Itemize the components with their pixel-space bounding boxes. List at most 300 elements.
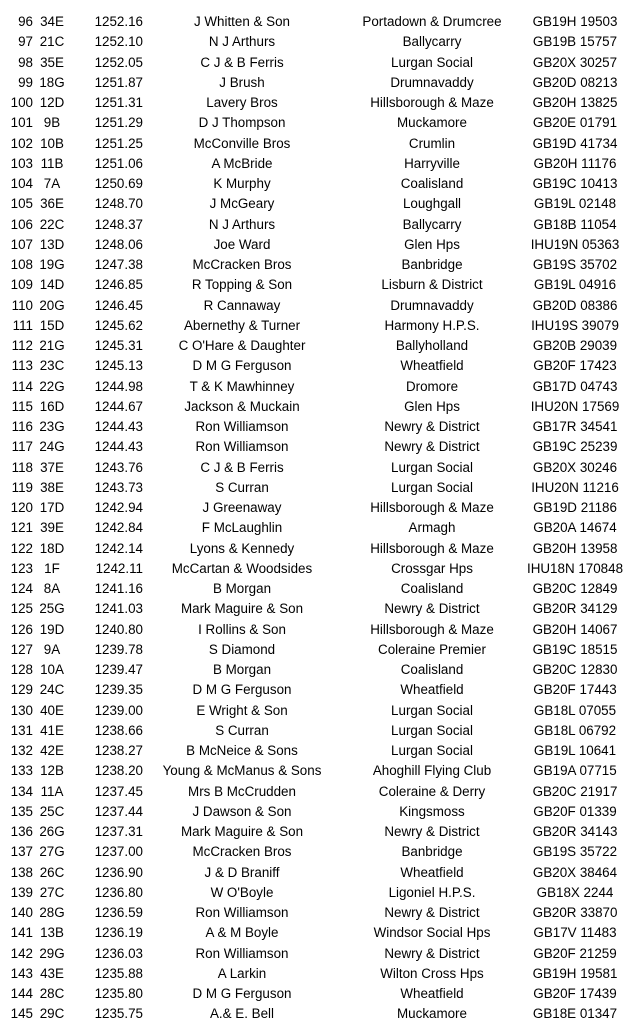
ring-number-cell: GB20H 13825 [532,95,618,110]
position-cell: 112 [11,338,33,353]
table-row [0,194,631,214]
pen-cell: 21C [39,34,65,50]
velocity-cell: 1236.03 [94,945,143,961]
velocity-cell: 1245.31 [94,338,143,353]
pen-cell: 1F [44,560,60,576]
table-row [0,863,631,883]
position-cell: 106 [10,216,33,232]
fancier-name-cell: T & K Mawhinney [189,378,295,394]
table-row [0,802,631,822]
table-row [0,12,631,32]
club-cell: Lurgan Social [391,54,473,70]
pen-cell: 38E [40,479,64,495]
position-cell: 103 [10,155,33,171]
pen-cell: 27C [39,884,65,900]
table-row [0,73,631,93]
fancier-name-cell: F McLaughlin [201,520,283,536]
fancier-name-cell: McConville Bros [193,135,291,151]
position-cell: 133 [10,763,33,779]
fancier-name-cell: C O'Hare & Daughter [178,338,306,353]
velocity-cell: 1245.13 [94,358,143,374]
fancier-name-cell: Mrs B McCrudden [188,783,296,799]
position-cell: 131 [10,722,33,738]
position-cell: 120 [10,500,33,515]
pen-cell: 14D [39,277,65,293]
fancier-name-cell: S Curran [215,722,269,738]
fancier-name-cell: N J Arthurs [208,216,276,232]
ring-number-cell: GB18B 11054 [533,216,617,232]
club-cell: Harmony H.P.S. [384,317,480,333]
velocity-cell: 1239.78 [94,641,143,657]
fancier-name-cell: W O'Boyle [210,884,274,900]
ring-number-cell: GB19A 07715 [533,763,617,779]
table-row [0,93,631,113]
ring-number-cell: GB19H 19581 [532,965,618,981]
ring-number-cell: GB20X 38464 [532,864,618,880]
pen-cell: 43E [40,965,64,981]
pen-cell: 28G [39,905,65,920]
position-cell: 130 [10,702,33,718]
velocity-cell: 1235.80 [94,986,143,1001]
club-cell: Armagh [408,520,456,536]
table-row [0,782,631,802]
position-cell: 108 [10,257,33,272]
table-row [0,215,631,235]
fancier-name-cell: B Morgan [212,581,272,596]
position-cell: 119 [11,479,33,495]
table-row [0,498,631,518]
velocity-cell: 1243.73 [94,479,143,495]
ring-number-cell: GB20H 11176 [533,155,617,171]
ring-number-cell: GB19S 35722 [532,844,618,860]
velocity-cell: 1245.62 [94,317,143,333]
position-cell: 99 [18,74,33,90]
pen-cell: 13D [39,236,65,252]
pen-cell: 34E [40,14,64,29]
pen-cell: 41E [40,722,64,738]
position-cell: 144 [10,986,33,1001]
table-row [0,255,631,275]
table-row [0,640,631,660]
ring-number-cell: GB19D 21186 [533,500,617,515]
club-cell: Ligoniel H.P.S. [388,884,476,900]
pen-cell: 22G [39,378,65,394]
results-table [0,12,631,1025]
position-cell: 114 [11,378,33,394]
ring-number-cell: GB19L 10641 [533,743,617,758]
ring-number-cell: GB20C 12830 [532,662,618,677]
club-cell: Wilton Cross Hps [380,965,484,981]
ring-number-cell: GB20D 08386 [532,297,618,313]
club-cell: Lurgan Social [391,743,473,758]
table-row [0,822,631,842]
table-row [0,680,631,700]
position-cell: 107 [10,236,33,252]
table-row [0,336,631,356]
club-cell: Ballyholland [395,338,469,353]
table-row [0,903,631,923]
position-cell: 126 [10,621,33,637]
pen-cell: 21G [39,338,65,353]
ring-number-cell: GB20R 34129 [532,601,618,617]
table-row [0,761,631,781]
pen-cell: 29C [39,1006,65,1022]
fancier-name-cell: Ron Williamson [195,945,289,961]
pen-cell: 10B [40,135,64,151]
pen-cell: 23C [39,358,65,374]
club-cell: Drumnavaddy [390,297,474,313]
fancier-name-cell: K Murphy [213,176,271,191]
club-cell: Wheatfield [400,682,464,698]
pen-cell: 11B [40,155,64,171]
position-cell: 105 [10,196,33,212]
table-row [0,579,631,599]
position-cell: 139 [10,884,33,900]
club-cell: Muckamore [397,115,467,131]
velocity-cell: 1235.75 [94,1006,143,1022]
ring-number-cell: GB17V 11483 [533,925,617,941]
ring-number-cell: GB20F 21259 [533,945,617,961]
position-cell: 127 [10,641,33,657]
fancier-name-cell: A & M Boyle [205,925,279,941]
pen-cell: 13B [40,925,64,941]
velocity-cell: 1240.80 [94,621,143,637]
position-cell: 115 [11,398,33,414]
table-row [0,1004,631,1024]
pen-cell: 25C [39,803,65,819]
pen-cell: 36E [40,196,64,212]
velocity-cell: 1251.25 [94,135,143,151]
ring-number-cell: GB19C 10413 [532,176,618,191]
table-row [0,154,631,174]
table-row [0,883,631,903]
velocity-cell: 1246.85 [94,277,143,293]
position-cell: 137 [10,844,33,860]
position-cell: 142 [10,945,33,961]
pen-cell: 18G [39,74,65,90]
velocity-cell: 1238.66 [94,722,143,738]
position-cell: 136 [10,824,33,839]
position-cell: 125 [10,601,33,617]
table-row [0,296,631,316]
table-row [0,701,631,721]
club-cell: Newry & District [384,945,480,961]
fancier-name-cell: Lavery Bros [206,95,278,110]
position-cell: 134 [10,783,33,799]
velocity-cell: 1236.80 [94,884,143,900]
club-cell: Coleraine & Derry [378,783,486,799]
ring-number-cell: GB20R 33870 [532,905,618,920]
fancier-name-cell: R Cannaway [203,297,281,313]
fancier-name-cell: Abernethy & Turner [183,317,301,333]
club-cell: Kingsmoss [399,803,465,819]
fancier-name-cell: J & D Braniff [204,864,280,880]
club-cell: Lisburn & District [381,277,483,293]
table-row [0,417,631,437]
pen-cell: 37E [40,459,64,475]
ring-number-cell: GB18X 2244 [536,884,614,900]
fancier-name-cell: Ron Williamson [195,419,289,434]
ring-number-cell: GB20F 17423 [533,358,617,374]
ring-number-cell: GB20X 30246 [532,459,618,475]
fancier-name-cell: J Whitten & Son [193,14,290,29]
table-row [0,660,631,680]
ring-number-cell: IHU20N 17569 [530,398,620,414]
ring-number-cell: GB20A 14674 [533,520,617,536]
club-cell: Ahoghill Flying Club [372,763,492,779]
position-cell: 121 [10,520,33,536]
velocity-cell: 1244.43 [94,419,143,434]
club-cell: Wheatfield [400,986,464,1001]
pen-cell: 20G [39,297,65,313]
position-cell: 113 [11,358,33,374]
ring-number-cell: IHU19S 39079 [531,317,619,333]
ring-number-cell: GB19S 35702 [532,257,618,272]
fancier-name-cell: D M G Ferguson [192,986,292,1001]
ring-number-cell: GB20F 17443 [533,682,617,698]
ring-number-cell: GB20C 12849 [532,581,618,596]
pen-cell: 12B [40,763,64,779]
pen-cell: 25G [39,601,65,617]
ring-number-cell: IHU20N 11216 [531,479,619,495]
ring-number-cell: IHU19N 05363 [530,236,620,252]
fancier-name-cell: C J & B Ferris [200,54,284,70]
fancier-name-cell: McCracken Bros [192,844,292,860]
club-cell: Ballycarry [402,216,462,232]
position-cell: 140 [10,905,33,920]
ring-number-cell: GB18L 07055 [533,702,617,718]
velocity-cell: 1252.10 [94,34,143,50]
ring-number-cell: GB20X 30257 [532,54,618,70]
pen-cell: 28C [39,986,65,1001]
position-cell: 138 [10,864,33,880]
velocity-cell: 1238.27 [94,743,143,758]
ring-number-cell: GB20R 34143 [532,824,618,839]
pen-cell: 11A [40,783,64,799]
velocity-cell: 1241.16 [94,581,143,596]
fancier-name-cell: J Greenaway [202,500,282,515]
pen-cell: 9B [43,115,61,131]
fancier-name-cell: A.& E. Bell [209,1006,274,1022]
position-cell: 111 [12,317,33,333]
pen-cell: 17D [39,500,65,515]
ring-number-cell: GB19L 04916 [533,277,617,293]
velocity-cell: 1250.69 [94,176,143,191]
ring-number-cell: GB20H 14067 [532,621,618,637]
pen-cell: 24G [39,439,65,455]
table-row [0,944,631,964]
table-row [0,559,631,579]
position-cell: 98 [18,54,33,70]
table-row [0,741,631,761]
velocity-cell: 1238.20 [94,763,143,779]
club-cell: Newry & District [384,419,480,434]
fancier-name-cell: Ron Williamson [195,439,289,455]
pen-cell: 29G [39,945,65,961]
position-cell: 145 [10,1006,33,1022]
fancier-name-cell: A Larkin [217,965,267,981]
fancier-name-cell: Lyons & Kennedy [189,540,295,556]
velocity-cell: 1242.84 [94,520,143,536]
table-row [0,275,631,295]
position-cell: 104 [10,176,33,191]
position-cell: 132 [10,743,33,758]
ring-number-cell: GB19L 02148 [533,196,617,212]
pen-cell: 19D [39,621,65,637]
table-row [0,518,631,538]
table-row [0,984,631,1004]
velocity-cell: 1236.90 [94,864,143,880]
table-row [0,458,631,478]
club-cell: Lurgan Social [391,479,473,495]
position-cell: 97 [18,34,33,50]
velocity-cell: 1252.16 [94,14,143,29]
pen-cell: 24C [39,682,65,698]
club-cell: Hillsborough & Maze [370,500,494,515]
ring-number-cell: GB19C 18515 [532,641,618,657]
ring-number-cell: GB18L 06792 [533,722,617,738]
club-cell: Portadown & Drumcree [362,14,502,29]
velocity-cell: 1237.31 [94,824,143,839]
fancier-name-cell: Joe Ward [213,236,271,252]
club-cell: Newry & District [384,439,480,455]
velocity-cell: 1246.45 [94,297,143,313]
position-cell: 124 [10,581,33,596]
pen-cell: 39E [40,520,64,536]
fancier-name-cell: J Dawson & Son [192,803,292,819]
fancier-name-cell: McCracken Bros [192,257,292,272]
position-cell: 129 [10,682,33,698]
position-cell: 110 [11,297,33,313]
table-row [0,478,631,498]
club-cell: Coalisland [400,581,464,596]
ring-number-cell: GB20H 13958 [532,540,618,556]
pen-cell: 23G [39,419,65,434]
velocity-cell: 1248.06 [94,236,143,252]
velocity-cell: 1241.03 [94,601,143,617]
velocity-cell: 1236.59 [94,905,143,920]
ring-number-cell: GB20D 08213 [532,74,618,90]
ring-number-cell: GB20F 01339 [533,803,617,819]
club-cell: Dromore [405,378,459,394]
table-row [0,174,631,194]
club-cell: Wheatfield [400,358,464,374]
club-cell: Windsor Social Hps [373,925,491,941]
club-cell: Lurgan Social [391,459,473,475]
velocity-cell: 1243.76 [94,459,143,475]
ring-number-cell: GB17D 04743 [532,378,618,394]
velocity-cell: 1247.38 [94,257,143,272]
table-row [0,134,631,154]
position-cell: 100 [10,95,33,110]
position-cell: 96 [18,14,33,29]
position-cell: 116 [11,419,33,434]
fancier-name-cell: E Wright & Son [196,702,288,718]
fancier-name-cell: A McBride [211,155,273,171]
table-row [0,113,631,133]
velocity-cell: 1242.11 [95,560,143,576]
table-row [0,377,631,397]
position-cell: 117 [11,439,33,455]
position-cell: 143 [10,965,33,981]
position-cell: 123 [10,560,33,576]
fancier-name-cell: J McGeary [209,196,275,212]
club-cell: Crumlin [408,135,456,151]
fancier-name-cell: C J & B Ferris [200,459,284,475]
club-cell: Newry & District [384,601,480,617]
position-cell: 118 [11,459,33,475]
club-cell: Coalisland [400,662,464,677]
position-cell: 102 [10,135,33,151]
table-row [0,32,631,52]
pen-cell: 40E [40,702,64,718]
table-row [0,356,631,376]
table-row [0,721,631,741]
pen-cell: 19G [39,257,65,272]
table-row [0,964,631,984]
club-cell: Ballycarry [402,34,462,50]
velocity-cell: 1248.37 [94,216,143,232]
velocity-cell: 1239.47 [94,662,143,677]
table-row [0,397,631,417]
pen-cell: 22C [39,216,65,232]
pen-cell: 8A [43,581,61,596]
table-row [0,923,631,943]
ring-number-cell: GB18E 01347 [532,1006,618,1022]
fancier-name-cell: Mark Maguire & Son [180,601,304,617]
club-cell: Hillsborough & Maze [370,95,494,110]
velocity-cell: 1248.70 [94,196,143,212]
club-cell: Newry & District [384,824,480,839]
ring-number-cell: GB17R 34541 [532,419,618,434]
fancier-name-cell: Ron Williamson [195,905,289,920]
ring-number-cell: GB19D 41734 [532,135,618,151]
velocity-cell: 1237.00 [94,844,143,860]
position-cell: 101 [10,115,33,131]
pen-cell: 7A [43,176,61,191]
pen-cell: 26C [39,864,65,880]
velocity-cell: 1244.43 [94,439,143,455]
velocity-cell: 1244.98 [94,378,143,394]
velocity-cell: 1252.05 [94,54,143,70]
club-cell: Newry & District [384,905,480,920]
pen-cell: 10A [40,662,64,677]
fancier-name-cell: N J Arthurs [208,34,276,50]
velocity-cell: 1239.35 [94,682,143,698]
pen-cell: 42E [40,743,64,758]
position-cell: 141 [10,925,33,941]
pen-cell: 15D [39,317,65,333]
club-cell: Glen Hps [404,398,460,414]
table-row [0,599,631,619]
pen-cell: 12D [39,95,65,110]
velocity-cell: 1244.67 [94,398,143,414]
pen-cell: 9A [43,641,61,657]
ring-number-cell: GB20C 21917 [532,783,618,799]
club-cell: Crossgar Hps [391,560,473,576]
club-cell: Banbridge [401,844,463,860]
club-cell: Banbridge [401,257,463,272]
fancier-name-cell: Jackson & Muckain [184,398,300,414]
fancier-name-cell: Young & McManus & Sons [162,763,322,779]
club-cell: Lurgan Social [391,722,473,738]
position-cell: 128 [10,662,33,677]
fancier-name-cell: J Brush [219,74,265,90]
velocity-cell: 1236.19 [94,925,143,941]
club-cell: Muckamore [397,1006,467,1022]
velocity-cell: 1239.00 [94,702,143,718]
table-row [0,437,631,457]
